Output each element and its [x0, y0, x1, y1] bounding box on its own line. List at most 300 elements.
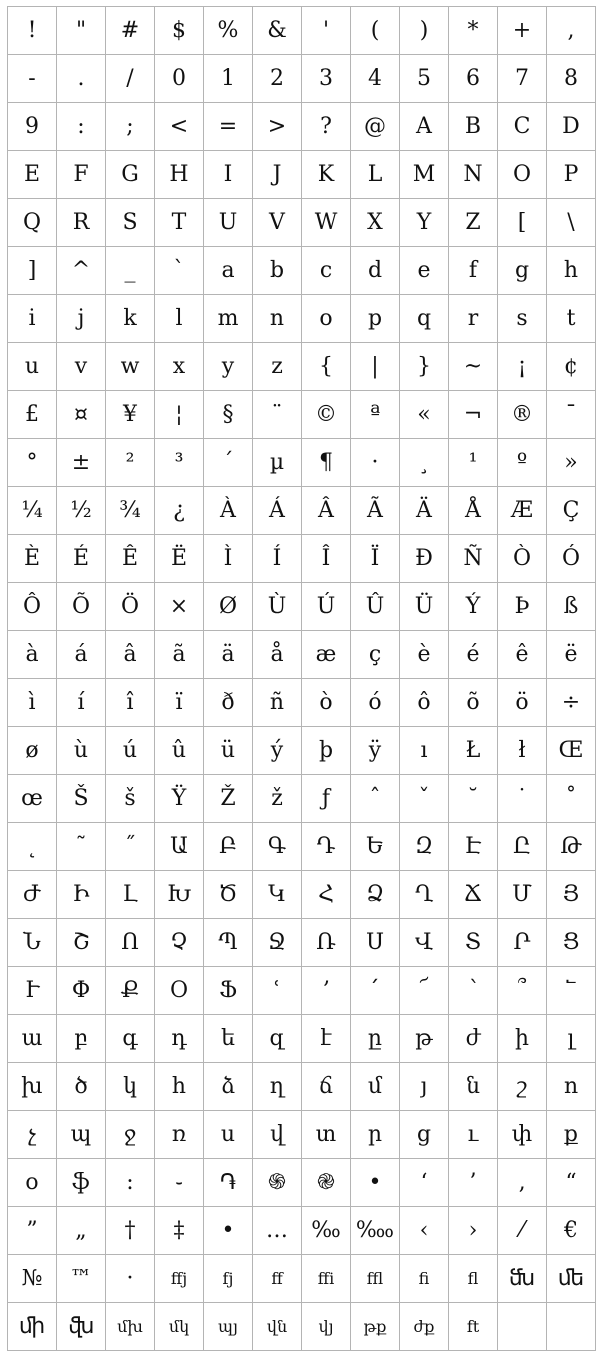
glyph-cell: Ճ [449, 871, 498, 919]
glyph-cell: ³ [155, 439, 204, 487]
glyph-cell: ö [498, 679, 547, 727]
glyph-cell: m [204, 295, 253, 343]
glyph-cell: ա [8, 1015, 57, 1063]
glyph-cell: Ի [57, 871, 106, 919]
glyph-row [8, 1111, 596, 1159]
glyph-cell: Ó [547, 535, 596, 583]
glyph-cell: ¬ [449, 391, 498, 439]
glyph-cell: Տ [449, 919, 498, 967]
glyph-cell: Մ [498, 871, 547, 919]
glyph-cell: L [351, 151, 400, 199]
glyph-cell: ՙ [253, 967, 302, 1015]
glyph-cell: Թ [547, 823, 596, 871]
glyph-cell: ë [547, 631, 596, 679]
glyph-cell: ֍ [253, 1159, 302, 1207]
glyph-cell: ; [106, 103, 155, 151]
glyph-cell: ¹ [449, 439, 498, 487]
glyph-cell: fj [204, 1255, 253, 1303]
glyph-row [8, 55, 596, 103]
glyph-cell: պ [57, 1111, 106, 1159]
glyph-cell: [ [498, 199, 547, 247]
glyph-cell: ° [8, 439, 57, 487]
glyph-cell: 1 [204, 55, 253, 103]
glyph-cell: @ [351, 103, 400, 151]
glyph-cell: Þ [498, 583, 547, 631]
glyph-cell: r [449, 295, 498, 343]
glyph-cell: ó [351, 679, 400, 727]
glyph-cell: Ն [8, 919, 57, 967]
glyph-cell: E [8, 151, 57, 199]
glyph-cell: ֊ [155, 1159, 204, 1207]
glyph-cell: ï [155, 679, 204, 727]
glyph-cell: ¦ [155, 391, 204, 439]
glyph-cell: ® [498, 391, 547, 439]
glyph-cell: Ù [253, 583, 302, 631]
glyph-cell: ջ [106, 1111, 155, 1159]
glyph-cell: U [204, 199, 253, 247]
glyph-cell: ձ [204, 1063, 253, 1111]
glyph-cell: ü [204, 727, 253, 775]
glyph-cell: ù [57, 727, 106, 775]
glyph-cell: Խ [155, 871, 204, 919]
glyph-cell: Ü [400, 583, 449, 631]
glyph-row [8, 727, 596, 775]
glyph-cell: û [155, 727, 204, 775]
glyph-cell: / [106, 55, 155, 103]
glyph-cell: Ը [498, 823, 547, 871]
glyph-cell: R [57, 199, 106, 247]
glyph-cell: µ [253, 439, 302, 487]
glyph-cell: Ê [106, 535, 155, 583]
glyph-cell: $ [155, 7, 204, 55]
glyph-cell: 2 [253, 55, 302, 103]
glyph-cell: ú [106, 727, 155, 775]
glyph-cell: † [106, 1207, 155, 1255]
glyph-cell: £ [8, 391, 57, 439]
glyph-cell: 9 [8, 103, 57, 151]
glyph-cell: № [8, 1255, 57, 1303]
glyph-cell: ս [204, 1111, 253, 1159]
glyph-cell: ' [302, 7, 351, 55]
glyph-cell: y [204, 343, 253, 391]
glyph-cell: Â [302, 487, 351, 535]
glyph-cell: â [106, 631, 155, 679]
glyph-cell: Վ [400, 919, 449, 967]
glyph-cell: n [253, 295, 302, 343]
glyph-cell: º [498, 439, 547, 487]
glyph-cell: ‰ [302, 1207, 351, 1255]
glyph-cell: H [155, 151, 204, 199]
glyph-cell: & [253, 7, 302, 55]
glyph-cell: • [204, 1207, 253, 1255]
glyph-cell: ” [8, 1207, 57, 1255]
glyph-cell: ƒ [302, 775, 351, 823]
glyph-cell: ՚ [302, 967, 351, 1015]
glyph-cell: ÷ [547, 679, 596, 727]
glyph-cell: խ [8, 1063, 57, 1111]
glyph-cell: ﬔ [547, 1255, 596, 1303]
glyph-cell: { [302, 343, 351, 391]
glyph-cell: ՛ [351, 967, 400, 1015]
glyph-cell: ffl [351, 1255, 400, 1303]
glyph-cell: Բ [204, 823, 253, 871]
glyph-cell: ‘ [400, 1159, 449, 1207]
glyph-cell: ` [155, 247, 204, 295]
glyph-cell: ¨ [253, 391, 302, 439]
glyph-cell: ւ [449, 1111, 498, 1159]
glyph-cell: + [498, 7, 547, 55]
glyph-cell: · [351, 439, 400, 487]
glyph-cell: Î [302, 535, 351, 583]
glyph-cell: օ [8, 1159, 57, 1207]
glyph-cell: ¡ [498, 343, 547, 391]
glyph-cell: K [302, 151, 351, 199]
glyph-cell: ç [351, 631, 400, 679]
glyph-cell: ¸ [400, 439, 449, 487]
glyph-cell: ղ [253, 1063, 302, 1111]
glyph-row [8, 679, 596, 727]
glyph-cell: d [351, 247, 400, 295]
glyph-cell: í [57, 679, 106, 727]
glyph-cell: M [400, 151, 449, 199]
glyph-cell: è [400, 631, 449, 679]
glyph-cell: X [351, 199, 400, 247]
glyph-cell: ÿ [351, 727, 400, 775]
glyph-cell: j [57, 295, 106, 343]
glyph-cell: G [106, 151, 155, 199]
glyph-cell: W [302, 199, 351, 247]
glyph-cell: « [400, 391, 449, 439]
glyph-cell: § [204, 391, 253, 439]
glyph-cell: ½ [57, 487, 106, 535]
glyph-cell: Ձ [351, 871, 400, 919]
glyph-cell: V [253, 199, 302, 247]
glyph-cell: Ր [498, 919, 547, 967]
glyph-cell: Ø [204, 583, 253, 631]
glyph-cell: Դ [302, 823, 351, 871]
glyph-cell: վ [253, 1111, 302, 1159]
glyph-cell: A [400, 103, 449, 151]
glyph-cell: տ [302, 1111, 351, 1159]
glyph-cell: 5 [400, 55, 449, 103]
glyph-cell: ր [351, 1111, 400, 1159]
glyph-cell: þ [302, 727, 351, 775]
glyph-cell: ե [204, 1015, 253, 1063]
glyph-cell: Š [57, 775, 106, 823]
glyph-cell: ? [302, 103, 351, 151]
glyph-cell: վն [253, 1303, 302, 1351]
glyph-cell: Ս [351, 919, 400, 967]
glyph-cell: Ց [547, 919, 596, 967]
glyph-cell: ˜ [57, 823, 106, 871]
glyph-cell: ՜ [400, 967, 449, 1015]
glyph-cell: ¤ [57, 391, 106, 439]
grid-body [8, 7, 596, 1351]
glyph-cell: Ռ [302, 919, 351, 967]
glyph-cell: P [547, 151, 596, 199]
glyph-cell: ¯ [547, 391, 596, 439]
glyph-cell: ˛ [8, 823, 57, 871]
glyph-cell: c [302, 247, 351, 295]
glyph-cell: ) [400, 7, 449, 55]
glyph-cell: Ã [351, 487, 400, 535]
glyph-cell: Ú [302, 583, 351, 631]
glyph-row [8, 583, 596, 631]
glyph-cell: ì [8, 679, 57, 727]
glyph-cell: ը [351, 1015, 400, 1063]
glyph-cell: · [106, 1255, 155, 1303]
glyph-row [8, 1207, 596, 1255]
glyph-cell: > [253, 103, 302, 151]
glyph-cell: " [57, 7, 106, 55]
glyph-cell: ˆ [351, 775, 400, 823]
glyph-cell: ( [351, 7, 400, 55]
glyph-cell: Ç [547, 487, 596, 535]
glyph-cell: z [253, 343, 302, 391]
glyph-row [8, 343, 596, 391]
glyph-cell: կ [106, 1063, 155, 1111]
glyph-cell: _ [106, 247, 155, 295]
glyph-cell: թք [351, 1303, 400, 1351]
glyph-cell: À [204, 487, 253, 535]
glyph-cell: ff [253, 1255, 302, 1303]
glyph-row [8, 1255, 596, 1303]
glyph-cell: Õ [57, 583, 106, 631]
glyph-cell: p [351, 295, 400, 343]
glyph-cell: ™ [57, 1255, 106, 1303]
glyph-row [8, 199, 596, 247]
glyph-cell: ˙ [498, 775, 547, 823]
glyph-cell: Ì [204, 535, 253, 583]
glyph-cell: ՟ [547, 967, 596, 1015]
glyph-cell: á [57, 631, 106, 679]
glyph-cell: ˇ [400, 775, 449, 823]
glyph-row [8, 1159, 596, 1207]
glyph-row [8, 103, 596, 151]
glyph-row [8, 487, 596, 535]
glyph-cell: æ [302, 631, 351, 679]
glyph-cell: ´ [204, 439, 253, 487]
glyph-cell: մ [351, 1063, 400, 1111]
glyph-cell: Ý [449, 583, 498, 631]
glyph-cell: e [400, 247, 449, 295]
glyph-cell: 7 [498, 55, 547, 103]
glyph-cell: ‱ [351, 1207, 400, 1255]
glyph-cell: ի [498, 1015, 547, 1063]
glyph-cell: fi [400, 1255, 449, 1303]
glyph-cell: ò [302, 679, 351, 727]
glyph-cell: a [204, 247, 253, 295]
glyph-cell: ն [449, 1063, 498, 1111]
glyph-cell: Œ [547, 727, 596, 775]
glyph-cell: \ [547, 199, 596, 247]
glyph-cell: N [449, 151, 498, 199]
glyph-cell: է [302, 1015, 351, 1063]
glyph-cell: Ÿ [155, 775, 204, 823]
glyph-cell: Ð [400, 535, 449, 583]
glyph-cell: ¥ [106, 391, 155, 439]
glyph-cell: Ä [400, 487, 449, 535]
glyph-cell: ] [8, 247, 57, 295]
glyph-cell: î [106, 679, 155, 727]
glyph-cell: w [106, 343, 155, 391]
glyph-cell: ֏ [204, 1159, 253, 1207]
glyph-row [8, 1063, 596, 1111]
glyph-cell: Y [400, 199, 449, 247]
glyph-cell: © [302, 391, 351, 439]
glyph-cell: F [57, 151, 106, 199]
glyph-cell: Í [253, 535, 302, 583]
glyph-cell: i [8, 295, 57, 343]
glyph-cell: ffj [155, 1255, 204, 1303]
glyph-cell: ‹ [400, 1207, 449, 1255]
glyph-cell: ß [547, 583, 596, 631]
glyph-cell: - [8, 55, 57, 103]
glyph-cell: œ [8, 775, 57, 823]
glyph-cell: ± [57, 439, 106, 487]
glyph-cell: Q [8, 199, 57, 247]
glyph-cell: = [204, 103, 253, 151]
glyph-cell: C [498, 103, 547, 151]
glyph-cell: ծ [57, 1063, 106, 1111]
glyph-cell: ժք [400, 1303, 449, 1351]
glyph-cell: ‡ [155, 1207, 204, 1255]
glyph-cell: գ [106, 1015, 155, 1063]
glyph-cell: Ղ [400, 871, 449, 919]
glyph-cell: D [547, 103, 596, 151]
glyph-cell: # [106, 7, 155, 55]
glyph-cell: 3 [302, 55, 351, 103]
glyph-cell: յ [400, 1063, 449, 1111]
glyph-cell: ո [547, 1063, 596, 1111]
glyph-cell: ê [498, 631, 547, 679]
glyph-cell: ﬓ [498, 1255, 547, 1303]
glyph-cell: l [155, 295, 204, 343]
glyph-cell: ¶ [302, 439, 351, 487]
glyph-cell: դ [155, 1015, 204, 1063]
glyph-cell: ֆ [57, 1159, 106, 1207]
glyph-cell: ı [400, 727, 449, 775]
glyph-cell: ý [253, 727, 302, 775]
glyph-row [8, 151, 596, 199]
glyph-cell: 8 [547, 55, 596, 103]
glyph-cell: փ [498, 1111, 547, 1159]
glyph-cell: ! [8, 7, 57, 55]
glyph-cell: ñ [253, 679, 302, 727]
glyph-cell: „ [57, 1207, 106, 1255]
glyph-row [8, 775, 596, 823]
glyph-cell: Յ [547, 871, 596, 919]
glyph-cell: հ [155, 1063, 204, 1111]
glyph-cell-empty [498, 1303, 547, 1351]
glyph-cell: à [8, 631, 57, 679]
glyph-cell: “ [547, 1159, 596, 1207]
glyph-cell: S [106, 199, 155, 247]
glyph-cell: Ա [155, 823, 204, 871]
glyph-cell: k [106, 295, 155, 343]
glyph-cell: ¢ [547, 343, 596, 391]
glyph-cell: ք [547, 1111, 596, 1159]
glyph-cell: Զ [400, 823, 449, 871]
glyph-row [8, 1015, 596, 1063]
glyph-cell: ˘ [449, 775, 498, 823]
glyph-cell: Գ [253, 823, 302, 871]
glyph-cell: ˚ [547, 775, 596, 823]
glyph-cell: ² [106, 439, 155, 487]
glyph-cell: Ò [498, 535, 547, 583]
glyph-cell: Լ [106, 871, 155, 919]
glyph-cell: É [57, 535, 106, 583]
glyph-cell: % [204, 7, 253, 55]
glyph-cell: Ւ [8, 967, 57, 1015]
glyph-cell: , [547, 7, 596, 55]
glyph-cell: Ë [155, 535, 204, 583]
glyph-cell: » [547, 439, 596, 487]
glyph-cell: € [547, 1207, 596, 1255]
glyph-cell: ¿ [155, 487, 204, 535]
glyph-row [8, 535, 596, 583]
glyph-cell: Ժ [8, 871, 57, 919]
glyph-cell: J [253, 151, 302, 199]
glyph-cell: I [204, 151, 253, 199]
glyph-row [8, 7, 596, 55]
glyph-cell: Շ [57, 919, 106, 967]
glyph-cell: թ [400, 1015, 449, 1063]
glyph-cell: × [155, 583, 204, 631]
glyph-cell: … [253, 1207, 302, 1255]
glyph-cell: : [57, 103, 106, 151]
glyph-cell: Չ [155, 919, 204, 967]
glyph-cell-empty [547, 1303, 596, 1351]
glyph-cell: ł [498, 727, 547, 775]
glyph-cell: ﬖ [57, 1303, 106, 1351]
glyph-cell: պյ [204, 1303, 253, 1351]
glyph-cell: մկ [155, 1303, 204, 1351]
glyph-cell: ¼ [8, 487, 57, 535]
glyph-cell: Ö [106, 583, 155, 631]
glyph-cell: Ñ [449, 535, 498, 583]
glyph-cell: շ [498, 1063, 547, 1111]
glyph-cell: ffi [302, 1255, 351, 1303]
glyph-cell: fl [449, 1255, 498, 1303]
glyph-cell: | [351, 343, 400, 391]
glyph-row [8, 247, 596, 295]
glyph-cell: Ô [8, 583, 57, 631]
glyph-cell: B [449, 103, 498, 151]
glyph-cell: 4 [351, 55, 400, 103]
glyph-cell: q [400, 295, 449, 343]
glyph-cell: Ֆ [204, 967, 253, 1015]
glyph-cell: é [449, 631, 498, 679]
glyph-cell: լ [547, 1015, 596, 1063]
glyph-cell: ։ [106, 1159, 155, 1207]
glyph-cell: ժ [449, 1015, 498, 1063]
glyph-cell: ~ [449, 343, 498, 391]
glyph-cell: ª [351, 391, 400, 439]
glyph-cell: u [8, 343, 57, 391]
glyph-cell: . [57, 55, 106, 103]
glyph-cell: ˝ [106, 823, 155, 871]
glyph-cell: Á [253, 487, 302, 535]
glyph-cell: Å [449, 487, 498, 535]
glyph-grid [7, 6, 596, 1351]
glyph-cell: b [253, 247, 302, 295]
glyph-cell: ռ [155, 1111, 204, 1159]
glyph-cell: ž [253, 775, 302, 823]
glyph-cell: Û [351, 583, 400, 631]
glyph-cell: O [498, 151, 547, 199]
glyph-cell: Z [449, 199, 498, 247]
